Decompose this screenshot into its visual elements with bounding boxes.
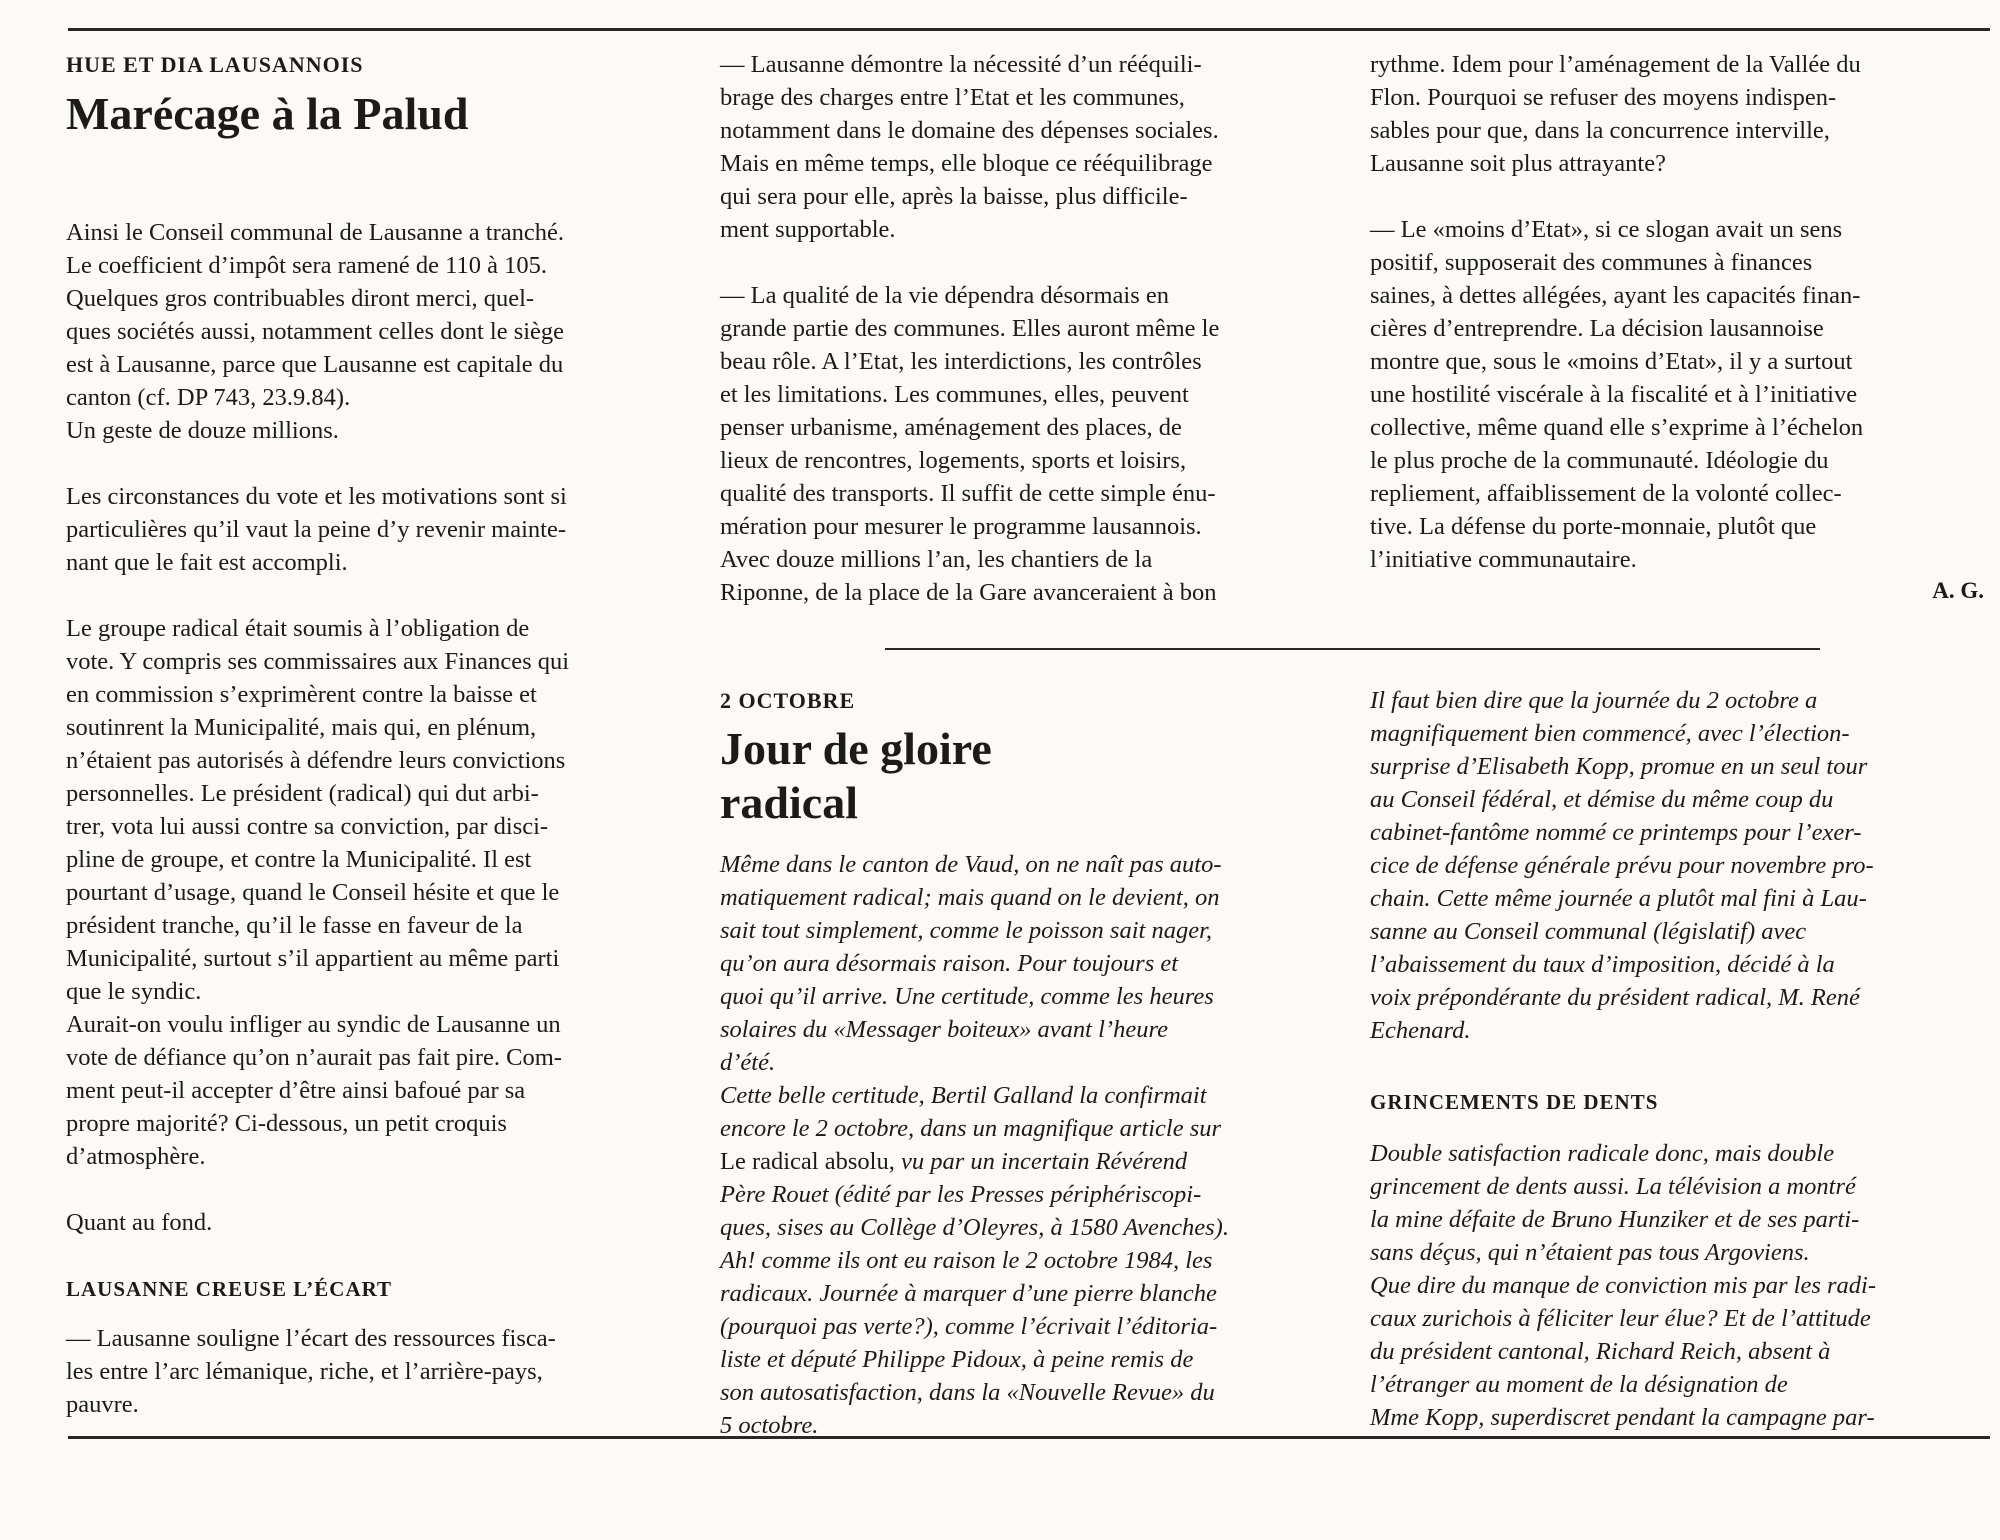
article2-header — [720, 688, 1337, 830]
article1-column2 — [720, 48, 1337, 609]
book-title: Le radical absolu, — [720, 1148, 895, 1175]
article2-title — [720, 722, 1337, 830]
top-rule — [68, 28, 1990, 31]
paragraph — [720, 848, 1337, 1442]
paragraph: — Lausanne démontre la nécessité d’un rééquili- brage des charges entre l’Etat et les communes, notamment dans le domaine des dépenses sociales. Mais en même temps, elle bloque ce rééquilibrage qui sera pour elle, après la baisse, plus difficile- ment supportable. — [720, 51, 1219, 243]
section-divider-rule — [885, 648, 1820, 650]
paragraph: Quant au fond. — [66, 1209, 213, 1236]
article1-title: Marécage à la Palud — [66, 88, 469, 139]
article2-subhead: GRINCEMENTS DE DENTS — [1370, 1090, 1659, 1114]
article1-column3 — [1370, 48, 1984, 606]
paragraph: Le groupe radical était soumis à l’obligation de vote. Y compris ses commissaires aux Finances qui en commission s’exprimèrent contre la baisse et soutinrent la Municipalité, mais qui, en plénum, n’étaient pas autorisés à défendre leurs convictions personnelles. Le président (radical) qui dut arbi- trer, vota lui aussi contre sa conviction, par disci- pline de groupe, et contre la Municipalité. Il est pourtant d’usage, quand le Conseil hésite et que le président tranche, qu’il le fasse en faveur de la Municipalité, surtout s’il appartient au même parti que le syndic. Aurait-on voulu infliger au syndic de Lausanne un vote de défiance qu’on n’aurait pas fait pire. Com- ment peut-il accepter d’être ainsi bafoué par sa propre majorité? Ci-dessous, un petit croquis d’atmosphère. — [66, 615, 570, 1170]
italic-text: vu par un incertain Révérend Père Rouet (édité par les Presses périphériscopi- ques, sises au Collège d’Oleyres, à 1580 Avenches). Ah! comme ils ont eu raison le 2 octobre 1984, les radicaux. Journée à marquer d’une pierre blanche (pourquoi pas verte?), comme l’écrivait l’éditoria- liste et député Philippe Pidoux, à peine remis de son autosatisfaction, dans la «Nouvelle Revue» du 5 octobre. — [720, 1148, 1229, 1439]
paragraph: Les circonstances du vote et les motivations sont si particulières qu’il vaut la peine d’y revenir mainte- nant que le fait est accompli. — [66, 483, 567, 576]
paragraph: rythme. Idem pour l’aménagement de la Vallée du Flon. Pourquoi se refuser des moyens indispen- sables pour que, dans la concurrence interville, Lausanne soit plus attrayante? — [1370, 51, 1861, 177]
italic-text: Même dans le canton de Vaud, on ne naît pas auto- matiquement radical; mais quand on le devient, on sait tout simplement, comme le poisson sait nager, qu’on aura désormais raison. Pour toujours et quoi qu’il arrive. Une certitude, comme les heures solaires du «Messager boiteux» avant l’heure d’été. Cette belle certitude, Bertil Galland la confirmait encore le 2 octobre, dans un magnifique article sur — [720, 851, 1222, 1142]
paragraph: — La qualité de la vie dépendra désormais en grande partie des communes. Elles auront même le beau rôle. A l’Etat, les interdictions, les contrôles et les limitations. Les communes, elles, peuvent penser urbanisme, aménagement des places, de lieux de rencontres, logements, sports et loisirs, qualité des transports. Il suffit de cette simple énu- mération pour mesurer le programme lausannois. Avec douze millions l’an, les chantiers de la Riponne, de la place de la Gare avanceraient à bon — [720, 282, 1220, 606]
article1-column1 — [66, 216, 680, 1421]
article2-column2 — [720, 848, 1337, 1442]
paragraph: — Le «moins d’Etat», si ce slogan avait un sens positif, supposerait des communes à finances saines, à dettes allégées, ayant les capacités finan- cières d’entreprendre. La décision lausannoise montre que, sous le «moins d’Etat», il y a surtout une hostilité viscérale à la fiscalité et à l’initiative collective, même quand elle s’exprime à l’échelon le plus proche de la communauté. Idéologie du repliement, affaiblissement de la volonté collec- tive. La défense du porte-monnaie, plutôt que l’initiative communautaire. — [1370, 216, 1864, 573]
author-signature: A. G. — [1932, 578, 1984, 603]
paragraph: — Lausanne souligne l’écart des ressources fisca- les entre l’arc lémanique, riche, et l’arrière-pays, pauvre. — [66, 1325, 556, 1418]
article1-subhead: LAUSANNE CREUSE L’ÉCART — [66, 1277, 393, 1301]
article1-header — [66, 52, 680, 142]
paragraph: Il faut bien dire que la journée du 2 octobre a magnifiquement bien commencé, avec l’élection- surprise d’Elisabeth Kopp, promue en un seul tour au Conseil fédéral, et démise du même coup du cabinet-fantôme nommé ce printemps pour l’exer- cice de défense générale prévu pour novembre pro- chain. Cette même journée a plutôt mal fini à Lau- sanne au Conseil communal (législatif) avec l’abaissement du taux d’imposition, décidé à la voix prépondérante du président radical, M. René Echenard. — [1370, 687, 1874, 1044]
article1-kicker: HUE ET DIA LAUSANNOIS — [66, 52, 364, 77]
article2-title-line1: Jour de gloire — [720, 723, 992, 774]
article2-title-line2: radical — [720, 777, 858, 828]
article2-column3 — [1370, 684, 1984, 1434]
article2-kicker: 2 OCTOBRE — [720, 688, 856, 713]
paragraph: Double satisfaction radicale donc, mais double grincement de dents aussi. La télévision a montré la mine défaite de Bruno Hunziker et de ses parti- sans déçus, qui n’étaient pas tous Argoviens. Que dire du manque de conviction mis par les radi- caux zurichois à féliciter leur élue? Et de l’attitude du président cantonal, Richard Reich, absent à l’étranger au moment de la désignation de Mme Kopp, superdiscret pendant la campagne par- — [1370, 1140, 1877, 1431]
paragraph: Ainsi le Conseil communal de Lausanne a tranché. Le coefficient d’impôt sera ramené de 110 à 105. Quelques gros contribuables diront merci, quel- ques sociétés aussi, notamment celles dont le siège est à Lausanne, parce que Lausanne est capitale du canton (cf. DP 743, 23.9.84). Un geste de douze millions. — [66, 219, 565, 444]
